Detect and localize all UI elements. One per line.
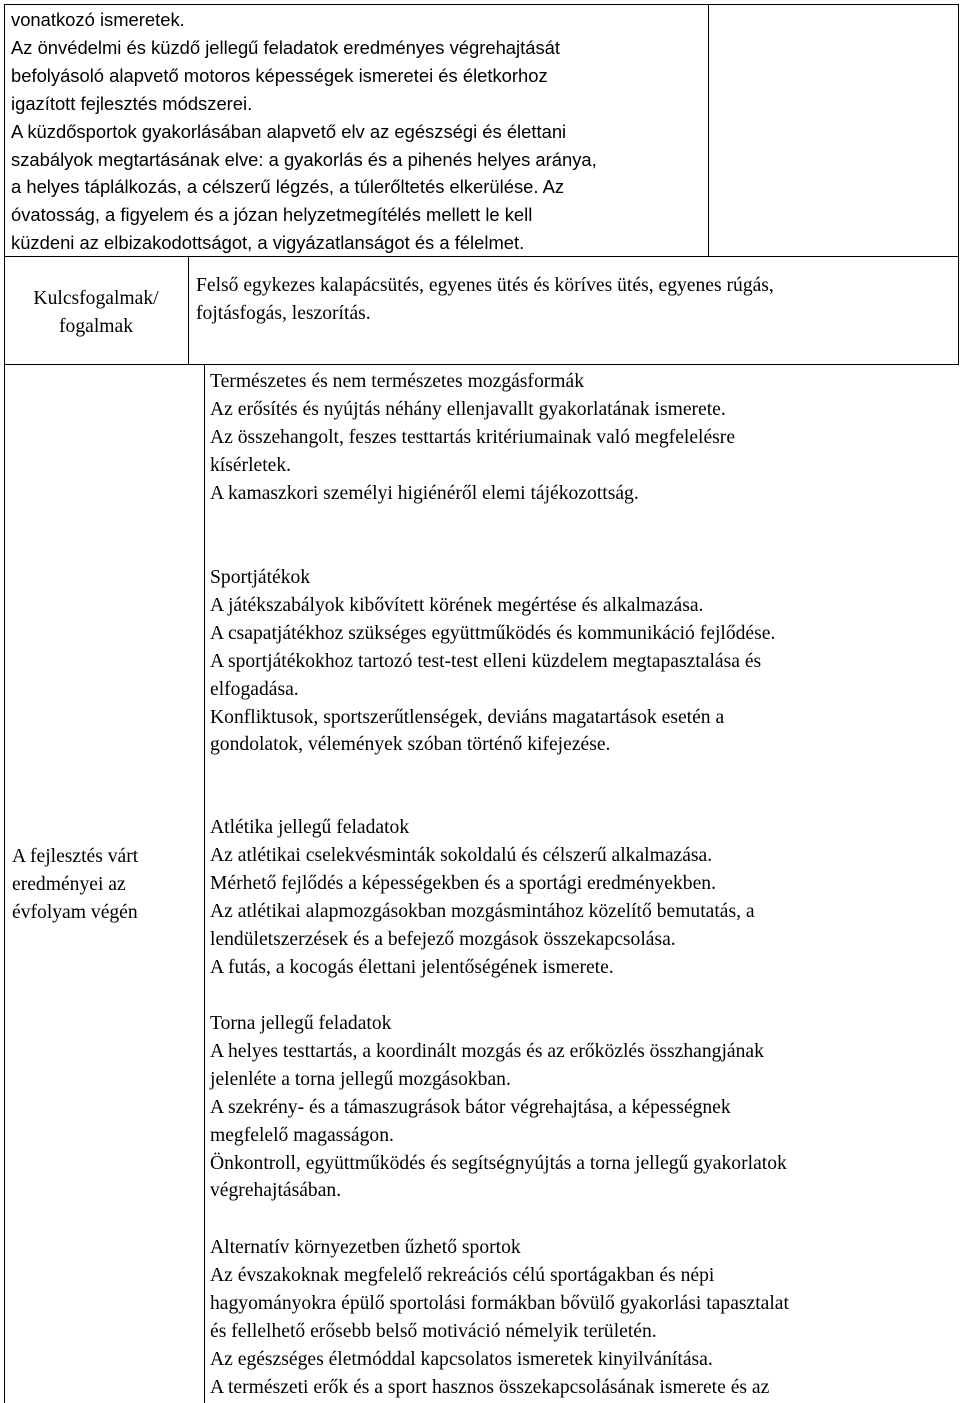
intro-paragraph: vonatkozó ismeretek. Az önvédelmi és küzdő jellegű feladatok eredményes végrehajtását befolyásoló alapvető motoros képességek ismeretei és életkorhoz igazított fejlesztés módszerei. A küzdősportok gyakorlásában alapvető elv az egészségi és élettani szabályok megtartásának elve: a gyakorlás és a pihenés helyes aránya, a helyes táplálkozás, a célszerű légzés, a túlerőltetés elkerülése. Az óvatosság, a figyelem és a józan helyzetmegítélés mellett le kell küzdeni az elbizakodottságot, a vigyázatlanságot és a félelmet. [11,9,597,254]
key-concepts-label: Kulcsfogalmak/ fogalmak [33,288,159,337]
results-section-natural-movements: Természetes és nem természetes mozgásformák Az erősítés és nyújtás néhány ellenjavallt gyakorlatának ismerete. Az összehangolt, feszes testtartás kritériumainak való megfelelésre kísérletek. A kamaszkori személyi higiénéről elemi tájékozottság. [210,371,736,504]
results-section-sport-games: Sportjátékok A játékszabályok kibővített körének megértése és alkalmazása. A csapatjátékhoz szükséges együttműködés és kommunikáció fejlődése. A sportjátékokhoz tartozó test-test elleni küzdelem megtapasztalása és elfogadása. Konfliktusok, sportszerűtlenségek, deviáns magatartások esetén a gondolatok, vélemények szóban történő kifejezése. [210,567,776,756]
results-section-gymnastics: Torna jellegű feladatok A helyes testtartás, a koordinált mozgás és az erőközlés összhangjának jelenléte a torna jellegű mozgásokban. A szekrény- és a támaszugrások bátor végrehajtása, a képességnek megfelelő magasságon. Önkontroll, együttműködés és segítségnyújtás a torna jellegű gyakorlatok végrehajtásában. [210,1013,787,1202]
results-label: A fejlesztés várt eredményei az évfolyam végén [12,846,139,923]
results-section-alternative-sports: Alternatív környezetben űzhető sportok Az évszakoknak megfelelő rekreációs célú sportágakban és népi hagyományokra épülő sportolási formákban bővülő gyakorlási tapasztalat és fellelhető erősebb belső motiváció némelyik területén. Az egészséges életmóddal kapcsolatos ismeretek kinyilvánítása. A természeti erők és a sport hasznos összekapcsolásának ismerete és az [210,1237,789,1398]
table-top-border [4,4,959,5]
concepts-bottom-border [4,364,959,365]
results-divider [204,364,205,1403]
key-concepts-text: Felső egykezes kalapácsütés, egyenes ütés és köríves ütés, egyenes rúgás, fojtásfogás, leszorítás. [196,275,774,324]
results-section-athletics: Atlétika jellegű feladatok Az atlétikai cselekvésminták sokoldalú és célszerű alkalmazása. Mérhető fejlődés a képességekben és a sportági eredményekben. Az atlétikai alapmozgásokban mozgásmintához közelítő bemutatás, a lendületszerzések és a befejező mozgások összekapcsolása. A futás, a kocogás élettani jelentőségének ismerete. [210,817,755,978]
concepts-divider [188,256,189,364]
intro-right-border [708,4,709,256]
table-right-border [958,4,959,364]
table-left-border [4,4,5,1403]
